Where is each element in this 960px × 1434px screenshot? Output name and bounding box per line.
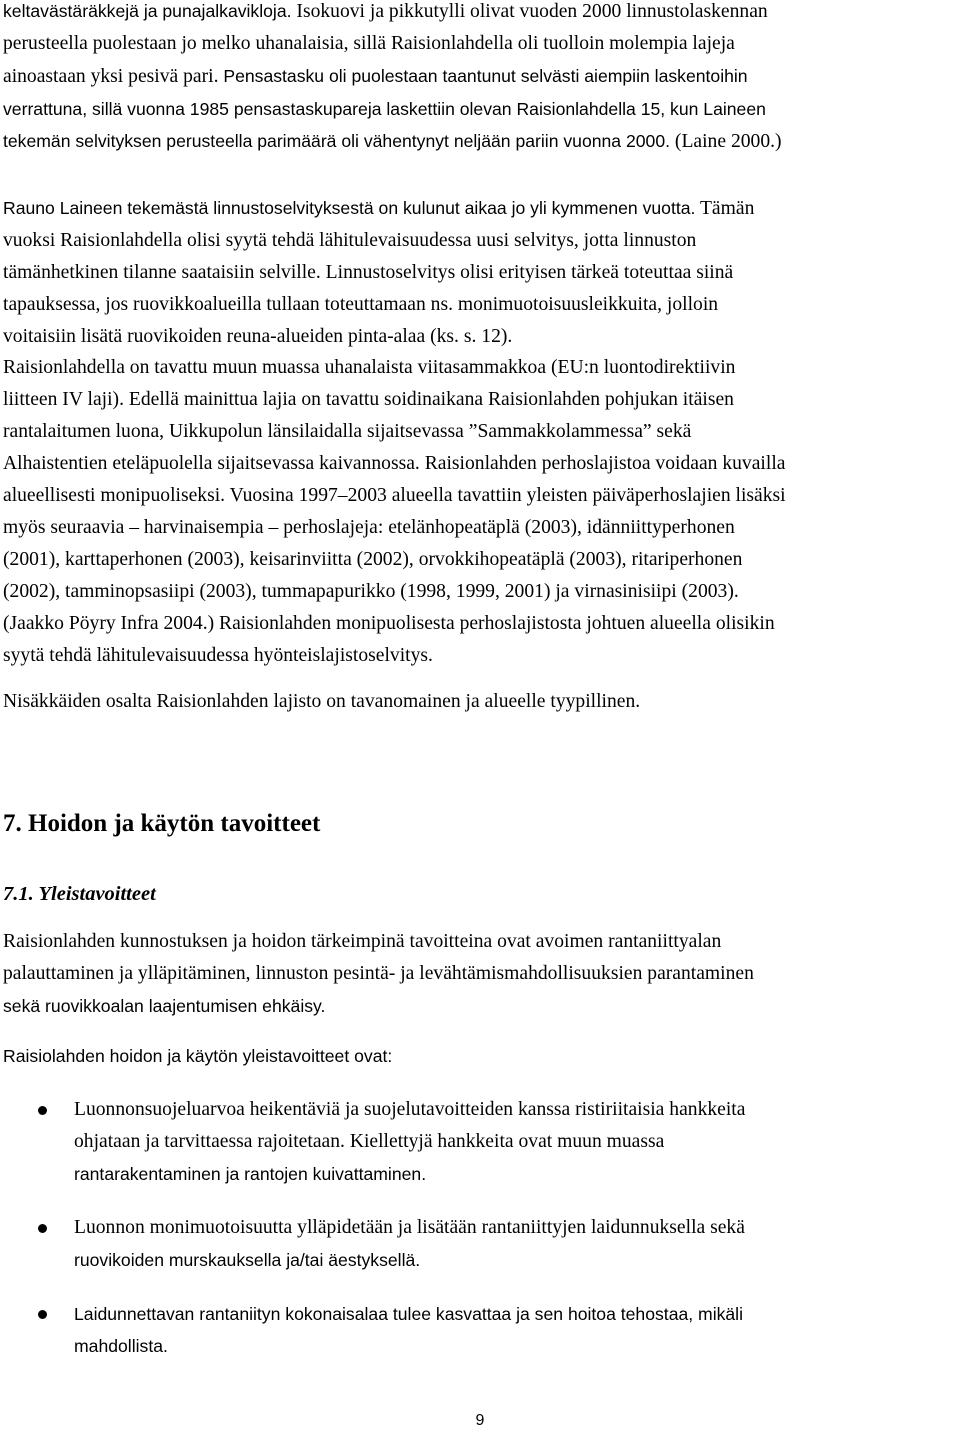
text-run: Kiellettyjä hankkeita ovat muun muassa (344, 1131, 665, 1152)
text-run: Raisionlahden perhoslajistoa voidaan kuvailla (419, 453, 786, 474)
text-run: monimuotoisuusleikkuita, jolloin (453, 294, 719, 315)
text-run: liitteen IV laji). (3, 389, 124, 410)
text-line: sekä ruovikkoalan laajentumisen ehkäisy. (3, 996, 326, 1016)
paragraph-goals-intro (3, 1040, 955, 1073)
paragraph-main-goals (3, 926, 955, 1022)
paragraph-new-survey (3, 192, 955, 353)
list-item (3, 1094, 955, 1190)
list-item (3, 1298, 955, 1362)
bullet-icon (38, 1106, 47, 1115)
text-line: vuoksi Raisionlahdella olisi syytä tehdä lähitulevaisuudessa uusi selvitys, jotta linnuston (3, 230, 697, 251)
text-run: tekemän selvityksen perusteella parimäärä oli vähentynyt neljään pariin vuonna 2000. (3, 131, 671, 151)
text-run: Raisiolahden hoidon ja käytön yleistavoitteet ovat (3, 1046, 388, 1066)
text-run: (Jaakko Pöyry Infra 2004.) (3, 613, 215, 634)
text-run: : (387, 1046, 393, 1066)
text-line: rantarakentaminen ja rantojen kuivattaminen. (74, 1164, 427, 1184)
paragraph-frogs-butterflies (3, 352, 955, 672)
text-line: verrattuna, sillä vuonna 1985 pensastaskupareja laskettiin olevan Raisionlahdella 15, kun Laineen (3, 99, 766, 119)
list-item (3, 1212, 955, 1276)
text-run: Tämän (695, 198, 755, 219)
subsection-heading: 7.1. Yleistavoitteet (3, 883, 156, 905)
text-line: Raisionlahdella on tavattu muun muassa uhanalaista viitasammakkoa (EU:n luontodirektiivin (3, 357, 736, 378)
text-line: (2001), karttaperhonen (2003), keisarinviitta (2002), orvokkihopeatäplä (2003), ritariperhonen (3, 549, 743, 570)
page-number: 9 (475, 1412, 485, 1429)
text-run: tapauksessa, jos ruovikkoalueilla tullaan toteuttamaan ns. (3, 294, 453, 315)
text-line: Laidunnettavan rantaniityn kokonaisalaa tulee kasvattaa ja sen hoitoa tehostaa, mikäli (74, 1304, 744, 1324)
text-run: Isokuovi ja pikkutylli olivat vuoden 2000 linnustolaskennan (291, 1, 768, 22)
text-line: Nisäkkäiden osalta Raisionlahden lajisto on tavanomainen ja alueelle tyypillinen. (3, 691, 641, 712)
text-line: Luonnonsuojeluarvoa heikentäviä ja suojelutavoitteiden kanssa ristiriitaisia hankkeita (74, 1099, 746, 1120)
text-line: Luonnon monimuotoisuutta ylläpidetään ja lisätään rantaniittyjen laidunnuksella sekä (74, 1217, 745, 1238)
text-run: Edellä mainittua lajia on tavattu soidinaikana Raisionlahden pohjukan itäisen (123, 389, 734, 410)
bullet-icon (38, 1224, 47, 1233)
text-line: perusteella puolestaan jo melko uhanalaisia, sillä Raisionlahdella oli tuolloin molempia lajeja (3, 33, 735, 54)
paragraph-birds-decline (3, 0, 955, 158)
text-run: alueellisesti monipuoliseksi. (3, 485, 226, 506)
text-run: keltavästäräkkejä ja punajalkavikloja. (3, 1, 292, 21)
text-line: syytä tehdä lähitulevaisuudessa hyönteislajistoselvitys. (3, 645, 433, 666)
text-run: ainoastaan yksi pesivä pari. (3, 66, 219, 87)
text-line: myös seuraavia – harvinaisempia – perhoslajeja: etelänhopeatäplä (2003), idänniittyperhonen (3, 517, 735, 538)
text-line: ruovikoiden murskauksella ja/tai äestyksellä. (74, 1250, 421, 1270)
text-run: Raisionlahden monipuolisesta perhoslajistosta johtuen alueella olisikin (214, 613, 775, 634)
text-line: palauttaminen ja ylläpitäminen, linnuston pesintä- ja levähtämismahdollisuuksien parantaminen (3, 963, 754, 984)
text-run: ohjataan ja tarvittaessa rajoitetaan. (74, 1131, 345, 1152)
text-run: tämänhetkinen tilanne saataisiin selville. (3, 262, 321, 283)
text-line: Raisionlahden kunnostuksen ja hoidon tärkeimpinä tavoitteina ovat avoimen rantaniittyalan (3, 931, 722, 952)
text-line: (2002), tamminopsasiipi (2003), tummapapurikko (1998, 1999, 2001) ja virnasinisiipi (2003). (3, 581, 739, 602)
text-line: rantalaitumen luona, Uikkupolun länsilaidalla sijaitsevassa ”Sammakkolammessa” sekä (3, 421, 692, 442)
section-heading: 7. Hoidon ja käytön tavoitteet (3, 810, 321, 837)
text-line: mahdollista. (74, 1336, 168, 1356)
text-run: (Laine 2000.) (670, 131, 782, 152)
text-run: Alhaistentien eteläpuolella sijaitsevassa kaivannossa. (3, 453, 420, 474)
text-line: voitaisiin lisätä ruovikoiden reuna-alueiden pinta-alaa (ks. s. 12). (3, 326, 513, 347)
bullet-icon (38, 1310, 47, 1319)
goals-list (3, 1094, 955, 1362)
paragraph-mammals (3, 686, 955, 718)
text-run: Pensastasku oli puolestaan taantunut selvästi aiempiin laskentoihin (218, 66, 748, 86)
text-run: Vuosina 1997–2003 alueella tavattiin yleisten päiväperhoslajien lisäksi (225, 485, 786, 506)
text-run: Rauno Laineen tekemästä linnustoselvityksestä on kulunut aikaa jo yli kymmenen vuotta. (3, 198, 696, 218)
text-run: Linnustoselvitys olisi erityisen tärkeä toteuttaa siinä (320, 262, 734, 283)
